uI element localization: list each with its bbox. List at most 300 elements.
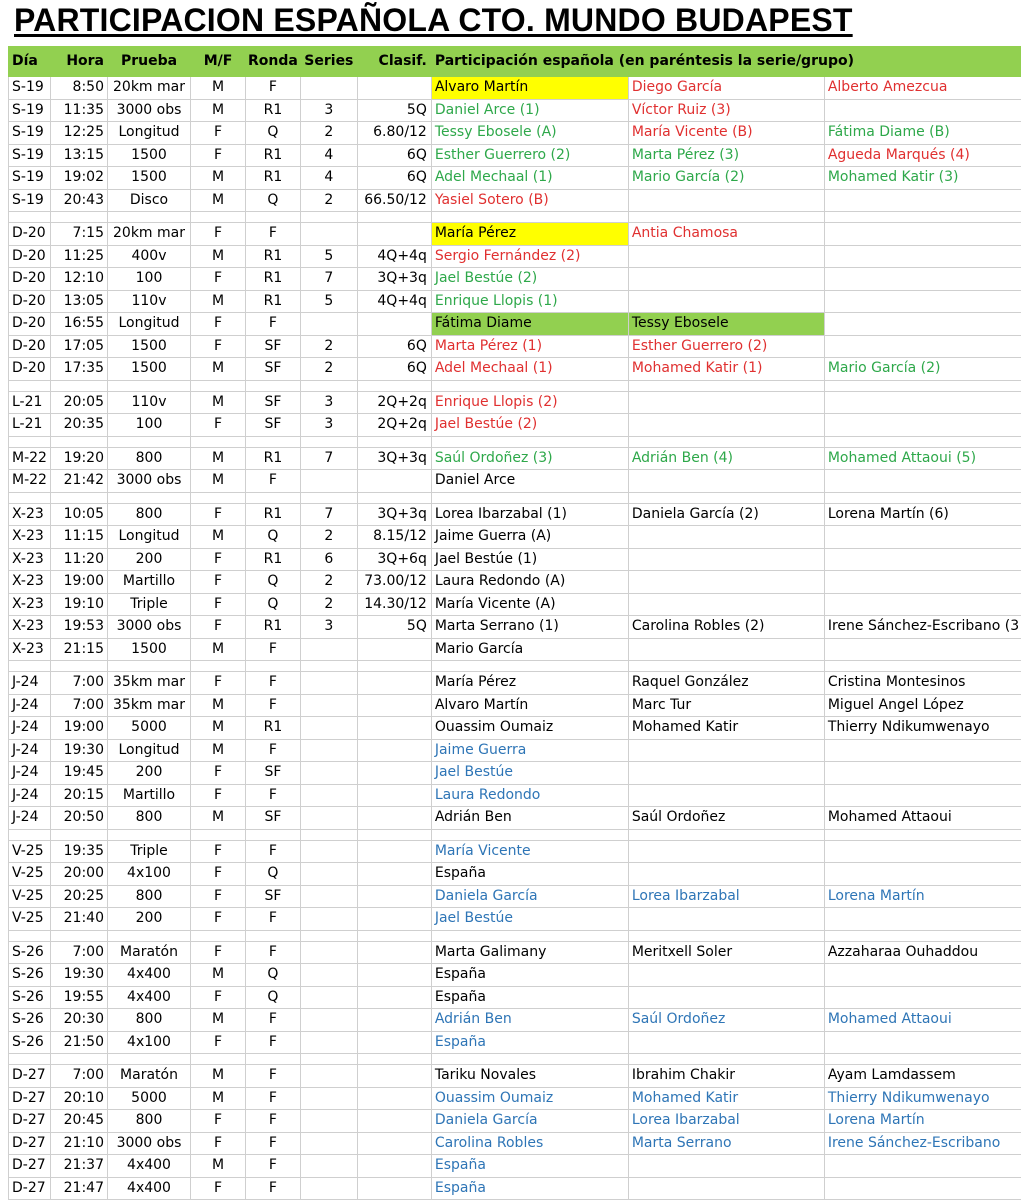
empty-cell [431, 492, 628, 503]
event-cell: 1500 [108, 144, 191, 167]
athlete-cell: Carolina Robles [431, 1132, 628, 1155]
table-row [9, 391, 1022, 414]
empty-cell [824, 436, 1021, 447]
table-row [9, 616, 1022, 639]
athlete-cell: Saúl Ordoñez [628, 807, 824, 830]
gender-cell: F [191, 941, 246, 964]
athlete-cell [628, 739, 824, 762]
round-cell: R1 [246, 99, 301, 122]
round-cell: F [246, 784, 301, 807]
athlete-cell: Daniel Arce (1) [431, 99, 628, 122]
athlete-cell: Jaime Guerra (A) [431, 526, 628, 549]
qualification-cell [357, 77, 431, 100]
empty-cell [9, 1054, 51, 1065]
athlete-cell [628, 986, 824, 1009]
athlete-cell [824, 762, 1021, 785]
gender-cell: F [191, 571, 246, 594]
column-header: Hora [51, 46, 108, 77]
qualification-cell: 6Q [357, 358, 431, 381]
day-cell: J-24 [9, 672, 51, 695]
empty-cell [246, 829, 301, 840]
round-cell: F [246, 941, 301, 964]
column-header: Prueba [108, 46, 191, 77]
day-cell: S-26 [9, 964, 51, 987]
table-row [9, 470, 1022, 493]
empty-cell [191, 380, 246, 391]
qualification-cell [357, 717, 431, 740]
heats-cell: 3 [300, 616, 357, 639]
event-cell: 800 [108, 807, 191, 830]
empty-cell [431, 930, 628, 941]
athlete-cell [628, 414, 824, 437]
athlete-cell: Alvaro Martín [431, 694, 628, 717]
heats-cell: 4 [300, 144, 357, 167]
empty-cell [246, 930, 301, 941]
heats-cell [300, 1110, 357, 1133]
empty-cell [51, 930, 108, 941]
time-cell: 11:15 [51, 526, 108, 549]
event-cell: Longitud [108, 313, 191, 336]
gender-cell: M [191, 447, 246, 470]
athlete-cell [628, 762, 824, 785]
empty-cell [357, 930, 431, 941]
qualification-cell [357, 863, 431, 886]
athlete-cell [824, 908, 1021, 931]
event-cell: 4x100 [108, 1031, 191, 1054]
empty-cell [51, 436, 108, 447]
heats-cell: 2 [300, 571, 357, 594]
event-cell: 4x400 [108, 964, 191, 987]
empty-cell [9, 930, 51, 941]
event-cell: 1500 [108, 638, 191, 661]
qualification-cell [357, 1132, 431, 1155]
athlete-cell: Adrián Ben [431, 807, 628, 830]
athlete-cell: Mohamed Katir (1) [628, 358, 824, 381]
round-cell: SF [246, 358, 301, 381]
empty-cell [191, 930, 246, 941]
round-cell: R1 [246, 268, 301, 291]
gender-cell: M [191, 189, 246, 212]
table-row [9, 1031, 1022, 1054]
schedule-sheet [8, 46, 1021, 1200]
gender-cell: F [191, 1031, 246, 1054]
time-cell: 19:30 [51, 964, 108, 987]
empty-cell [824, 661, 1021, 672]
event-cell: 100 [108, 414, 191, 437]
table-row [9, 885, 1022, 908]
qualification-cell [357, 223, 431, 246]
athlete-cell: España [431, 986, 628, 1009]
athlete-cell: Ayam Lamdassem [824, 1065, 1021, 1088]
event-cell: 800 [108, 503, 191, 526]
round-cell: F [246, 638, 301, 661]
heats-cell [300, 717, 357, 740]
empty-cell [300, 212, 357, 223]
heats-cell [300, 784, 357, 807]
gender-cell: F [191, 863, 246, 886]
time-cell: 21:50 [51, 1031, 108, 1054]
event-cell: 35km mar [108, 672, 191, 695]
event-cell: Maratón [108, 941, 191, 964]
empty-cell [246, 380, 301, 391]
qualification-cell: 73.00/12 [357, 571, 431, 594]
round-cell: Q [246, 571, 301, 594]
qualification-cell [357, 313, 431, 336]
athlete-cell: Raquel González [628, 672, 824, 695]
empty-cell [824, 930, 1021, 941]
table-row [9, 941, 1022, 964]
qualification-cell: 6Q [357, 167, 431, 190]
empty-cell [108, 930, 191, 941]
gender-cell: F [191, 335, 246, 358]
athlete-cell [824, 414, 1021, 437]
group-separator [9, 930, 1022, 941]
round-cell: F [246, 470, 301, 493]
schedule-body [9, 46, 1022, 1200]
time-cell: 11:20 [51, 548, 108, 571]
heats-cell [300, 1132, 357, 1155]
gender-cell: M [191, 358, 246, 381]
day-cell: S-19 [9, 189, 51, 212]
heats-cell: 3 [300, 414, 357, 437]
day-cell: X-23 [9, 593, 51, 616]
athlete-cell: Cristina Montesinos [824, 672, 1021, 695]
gender-cell: M [191, 807, 246, 830]
time-cell: 21:10 [51, 1132, 108, 1155]
qualification-cell [357, 694, 431, 717]
athlete-cell: Daniela García [431, 885, 628, 908]
athlete-cell [628, 840, 824, 863]
empty-cell [431, 436, 628, 447]
athlete-cell: Thierry Ndikumwenayo [824, 717, 1021, 740]
table-row [9, 313, 1022, 336]
table-row [9, 268, 1022, 291]
gender-cell: M [191, 739, 246, 762]
athlete-cell: Antia Chamosa [628, 223, 824, 246]
event-cell: 4x400 [108, 1155, 191, 1178]
table-row [9, 717, 1022, 740]
athlete-cell [824, 99, 1021, 122]
heats-cell [300, 1009, 357, 1032]
table-row [9, 986, 1022, 1009]
time-cell: 7:15 [51, 223, 108, 246]
heats-cell [300, 470, 357, 493]
round-cell: R1 [246, 144, 301, 167]
day-cell: D-20 [9, 268, 51, 291]
day-cell: D-20 [9, 245, 51, 268]
round-cell: Q [246, 593, 301, 616]
empty-cell [431, 212, 628, 223]
header-row [9, 46, 1022, 77]
table-row [9, 335, 1022, 358]
athlete-cell: Fátima Diame [431, 313, 628, 336]
time-cell: 19:30 [51, 739, 108, 762]
qualification-cell [357, 1087, 431, 1110]
athlete-cell: Mario García [431, 638, 628, 661]
time-cell: 19:35 [51, 840, 108, 863]
qualification-cell [357, 739, 431, 762]
qualification-cell [357, 807, 431, 830]
table-row [9, 414, 1022, 437]
heats-cell: 6 [300, 548, 357, 571]
heats-cell: 7 [300, 447, 357, 470]
qualification-cell [357, 840, 431, 863]
event-cell: 3000 obs [108, 616, 191, 639]
time-cell: 19:00 [51, 717, 108, 740]
time-cell: 21:37 [51, 1155, 108, 1178]
table-row [9, 593, 1022, 616]
qualification-cell: 4Q+4q [357, 245, 431, 268]
table-row [9, 503, 1022, 526]
empty-cell [246, 661, 301, 672]
athlete-cell: Adrián Ben (4) [628, 447, 824, 470]
empty-cell [51, 1054, 108, 1065]
athlete-cell: Tariku Novales [431, 1065, 628, 1088]
empty-cell [108, 829, 191, 840]
day-cell: J-24 [9, 739, 51, 762]
gender-cell: F [191, 885, 246, 908]
athlete-cell [824, 571, 1021, 594]
table-row [9, 99, 1022, 122]
event-cell: 800 [108, 447, 191, 470]
gender-cell: F [191, 616, 246, 639]
athlete-cell: Marta Pérez (3) [628, 144, 824, 167]
athlete-cell [628, 391, 824, 414]
table-row [9, 694, 1022, 717]
group-separator [9, 212, 1022, 223]
time-cell: 7:00 [51, 672, 108, 695]
time-cell: 8:50 [51, 77, 108, 100]
athlete-cell: Esther Guerrero (2) [628, 335, 824, 358]
gender-cell: F [191, 313, 246, 336]
athlete-cell [824, 391, 1021, 414]
athlete-cell: Miguel Angel López [824, 694, 1021, 717]
heats-cell [300, 964, 357, 987]
event-cell: 800 [108, 1110, 191, 1133]
heats-cell: 4 [300, 167, 357, 190]
event-cell: 3000 obs [108, 99, 191, 122]
empty-cell [108, 661, 191, 672]
athlete-cell [824, 1031, 1021, 1054]
event-cell: 200 [108, 908, 191, 931]
empty-cell [191, 829, 246, 840]
event-cell: 800 [108, 885, 191, 908]
time-cell: 11:25 [51, 245, 108, 268]
athlete-cell [628, 908, 824, 931]
event-cell: Disco [108, 189, 191, 212]
gender-cell: F [191, 840, 246, 863]
event-cell: 800 [108, 1009, 191, 1032]
gender-cell: F [191, 1110, 246, 1133]
round-cell: R1 [246, 503, 301, 526]
time-cell: 11:35 [51, 99, 108, 122]
athlete-cell [824, 784, 1021, 807]
qualification-cell: 3Q+6q [357, 548, 431, 571]
day-cell: X-23 [9, 503, 51, 526]
day-cell: D-20 [9, 223, 51, 246]
event-cell: 1500 [108, 358, 191, 381]
athlete-cell: Adel Mechaal (1) [431, 167, 628, 190]
empty-cell [191, 436, 246, 447]
empty-cell [191, 1054, 246, 1065]
athlete-cell: España [431, 863, 628, 886]
day-cell: X-23 [9, 526, 51, 549]
athlete-cell: Ouassim Oumaiz [431, 717, 628, 740]
qualification-cell [357, 470, 431, 493]
empty-cell [51, 212, 108, 223]
athlete-cell [628, 245, 824, 268]
gender-cell: F [191, 503, 246, 526]
event-cell: 3000 obs [108, 1132, 191, 1155]
athlete-cell [824, 1177, 1021, 1200]
empty-cell [824, 380, 1021, 391]
athlete-cell: España [431, 964, 628, 987]
gender-cell: M [191, 694, 246, 717]
gender-cell: F [191, 908, 246, 931]
day-cell: M-22 [9, 447, 51, 470]
athlete-cell: Mohamed Katir [628, 1087, 824, 1110]
day-cell: L-21 [9, 391, 51, 414]
round-cell: F [246, 1031, 301, 1054]
athlete-cell: Fátima Diame (B) [824, 122, 1021, 145]
athlete-cell [824, 1155, 1021, 1178]
gender-cell: F [191, 414, 246, 437]
empty-cell [431, 829, 628, 840]
event-cell: 5000 [108, 717, 191, 740]
gender-cell: F [191, 672, 246, 695]
heats-cell [300, 694, 357, 717]
athlete-cell [824, 526, 1021, 549]
event-cell: 1500 [108, 167, 191, 190]
day-cell: V-25 [9, 863, 51, 886]
column-header: Series [300, 46, 357, 77]
athlete-cell: Daniela García [431, 1110, 628, 1133]
schedule-table [8, 46, 1021, 1200]
athlete-cell [824, 268, 1021, 291]
time-cell: 20:35 [51, 414, 108, 437]
athlete-cell [628, 571, 824, 594]
group-separator [9, 436, 1022, 447]
event-cell: 20km mar [108, 77, 191, 100]
round-cell: F [246, 1065, 301, 1088]
empty-cell [9, 492, 51, 503]
day-cell: D-27 [9, 1177, 51, 1200]
day-cell: D-27 [9, 1110, 51, 1133]
table-row [9, 863, 1022, 886]
day-cell: S-19 [9, 122, 51, 145]
time-cell: 19:02 [51, 167, 108, 190]
empty-cell [191, 661, 246, 672]
event-cell: Longitud [108, 739, 191, 762]
event-cell: Martillo [108, 571, 191, 594]
heats-cell [300, 941, 357, 964]
empty-cell [300, 492, 357, 503]
table-row [9, 189, 1022, 212]
athlete-cell: Laura Redondo (A) [431, 571, 628, 594]
table-row [9, 1009, 1022, 1032]
athlete-cell: Tessy Ebosele [628, 313, 824, 336]
day-cell: D-27 [9, 1155, 51, 1178]
event-cell: 20km mar [108, 223, 191, 246]
table-row [9, 1177, 1022, 1200]
heats-cell [300, 77, 357, 100]
day-cell: J-24 [9, 784, 51, 807]
empty-cell [628, 1054, 824, 1065]
round-cell: Q [246, 526, 301, 549]
day-cell: L-21 [9, 414, 51, 437]
athlete-cell [824, 245, 1021, 268]
round-cell: SF [246, 335, 301, 358]
qualification-cell [357, 964, 431, 987]
athlete-cell: Marta Serrano (1) [431, 616, 628, 639]
table-row [9, 571, 1022, 594]
empty-cell [431, 661, 628, 672]
athlete-cell: Víctor Ruiz (3) [628, 99, 824, 122]
gender-cell: M [191, 77, 246, 100]
empty-cell [246, 492, 301, 503]
qualification-cell [357, 986, 431, 1009]
empty-cell [357, 1054, 431, 1065]
athlete-cell: España [431, 1031, 628, 1054]
time-cell: 16:55 [51, 313, 108, 336]
athlete-cell [824, 638, 1021, 661]
empty-cell [9, 436, 51, 447]
empty-cell [824, 829, 1021, 840]
athlete-cell [628, 290, 824, 313]
qualification-cell: 3Q+3q [357, 447, 431, 470]
table-row [9, 167, 1022, 190]
athlete-cell: Thierry Ndikumwenayo [824, 1087, 1021, 1110]
time-cell: 21:47 [51, 1177, 108, 1200]
qualification-cell [357, 1155, 431, 1178]
event-cell: Martillo [108, 784, 191, 807]
table-row [9, 447, 1022, 470]
qualification-cell [357, 638, 431, 661]
round-cell: F [246, 739, 301, 762]
athlete-cell [824, 470, 1021, 493]
time-cell: 7:00 [51, 1065, 108, 1088]
qualification-cell: 4Q+4q [357, 290, 431, 313]
event-cell: 35km mar [108, 694, 191, 717]
event-cell: 100 [108, 268, 191, 291]
table-row [9, 290, 1022, 313]
gender-cell: M [191, 99, 246, 122]
table-row [9, 144, 1022, 167]
empty-cell [628, 380, 824, 391]
athlete-cell: Ouassim Oumaiz [431, 1087, 628, 1110]
day-cell: S-19 [9, 167, 51, 190]
round-cell: Q [246, 122, 301, 145]
day-cell: D-27 [9, 1132, 51, 1155]
day-cell: J-24 [9, 694, 51, 717]
round-cell: R1 [246, 447, 301, 470]
event-cell: 4x400 [108, 986, 191, 1009]
athlete-cell [628, 784, 824, 807]
column-header: Día [9, 46, 51, 77]
page-title: PARTICIPACION ESPAÑOLA CTO. MUNDO BUDAPEST [14, 2, 853, 38]
empty-cell [628, 492, 824, 503]
time-cell: 21:40 [51, 908, 108, 931]
table-row [9, 526, 1022, 549]
round-cell: F [246, 1177, 301, 1200]
empty-cell [357, 829, 431, 840]
day-cell: S-26 [9, 941, 51, 964]
athlete-cell: Mohamed Attaoui [824, 807, 1021, 830]
group-separator [9, 380, 1022, 391]
event-cell: 3000 obs [108, 470, 191, 493]
athlete-cell: Saúl Ordoñez [628, 1009, 824, 1032]
athlete-cell: Alberto Amezcua [824, 77, 1021, 100]
